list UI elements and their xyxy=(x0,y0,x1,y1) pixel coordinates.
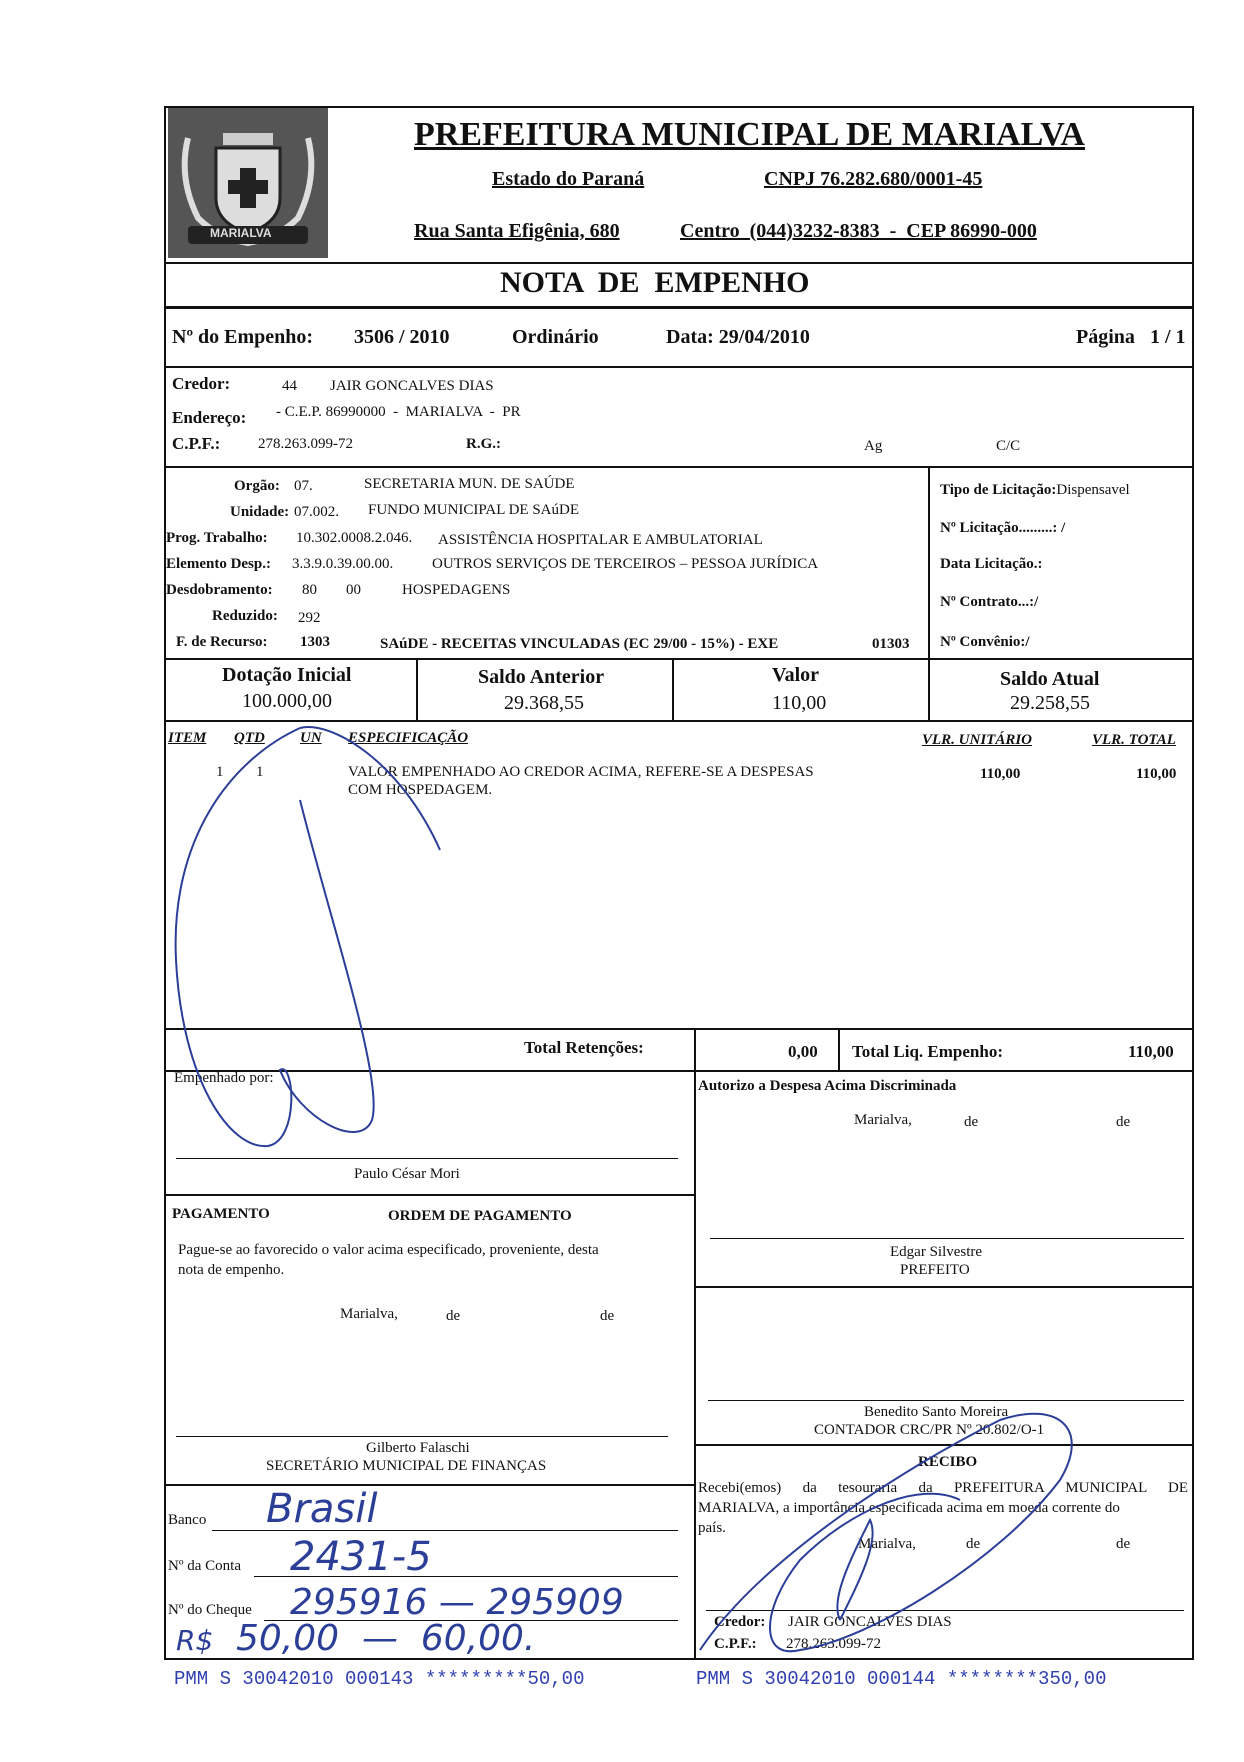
autorizo-de1: de xyxy=(964,1114,979,1130)
tipo-licitacao: Tipo de Licitação:Dispensavel xyxy=(940,482,1130,498)
empenhado-por-label: Empenhado por: xyxy=(174,1070,274,1086)
autorizo-marialva: Marialva, xyxy=(854,1112,912,1128)
contact-label: Centro (044)3232-8383 - CEP 86990-000 xyxy=(680,220,1037,242)
recibo-marialva: Marialva, xyxy=(858,1536,916,1552)
secretario-name: Gilberto Falaschi xyxy=(366,1440,470,1456)
ordem-label: ORDEM DE PAGAMENTO xyxy=(388,1208,572,1224)
pague-line1: Pague-se ao favorecido o valor acima especificado, proveniente, desta xyxy=(178,1242,599,1258)
item-spec-line1: VALOR EMPENHADO AO CREDOR ACIMA, REFERE-SE A DESPESAS xyxy=(348,764,814,780)
desdobramento-label: Desdobramento: xyxy=(166,582,273,598)
pagamento-marialva: Marialva, xyxy=(340,1306,398,1322)
saldo-atual-value: 29.258,55 xyxy=(1010,692,1090,714)
recurso-code: 1303 xyxy=(300,634,330,650)
bank-stamp-right: PMM S 30042010 000144 ********350,00 xyxy=(696,1668,1107,1690)
dotacao-value: 100.000,00 xyxy=(242,690,332,712)
elemento-code: 3.3.9.0.39.00.00. xyxy=(292,556,394,572)
page-label: Página xyxy=(1076,326,1135,348)
elemento-name: OUTROS SERVIÇOS DE TERCEIROS – PESSOA JURÍDICA xyxy=(432,556,819,572)
col-unit: VLR. UNITÁRIO xyxy=(922,732,1033,748)
item-qtd: 1 xyxy=(256,764,264,780)
cheque-label[interactable]: Nº do Cheque xyxy=(168,1602,252,1618)
orgao-label: Orgão: xyxy=(234,478,280,494)
item-unit-value: 110,00 xyxy=(980,766,1021,782)
bank-stamp-left: PMM S 30042010 000143 *********50,00 xyxy=(174,1668,585,1690)
recurso-name: SAúDE - RECEITAS VINCULADAS (EC 29/00 - 15%) - EXE xyxy=(380,636,779,652)
recibo-de2: de xyxy=(1116,1536,1131,1552)
autorizo-label: Autorizo a Despesa Acima Discriminada xyxy=(698,1078,957,1094)
ag-label: Ag xyxy=(864,438,883,454)
item-number: 1 xyxy=(216,764,224,780)
liq-label: Total Liq. Empenho: xyxy=(852,1042,1003,1061)
seal-banner: MARIALVA xyxy=(210,226,272,240)
conta-label[interactable]: Nº da Conta xyxy=(168,1558,241,1574)
col-item: ITEM xyxy=(168,730,207,746)
endereco-label: Endereço: xyxy=(172,408,247,427)
page-title: PREFEITURA MUNICIPAL DE MARIALVA xyxy=(414,116,1085,153)
rg-label: R.G.: xyxy=(466,436,501,452)
reduzido-value: 292 xyxy=(298,610,321,626)
prog-label: Prog. Trabalho: xyxy=(166,530,268,546)
unidade-label: Unidade: xyxy=(230,504,290,520)
autorizo-de2: de xyxy=(1116,1114,1131,1130)
saldo-anterior-label: Saldo Anterior xyxy=(478,666,605,688)
n-contrato: Nº Contrato...:/ xyxy=(940,594,1039,610)
empenho-value: 3506 / 2010 xyxy=(354,326,450,348)
empenho-type: Ordinário xyxy=(512,326,599,348)
state-label: Estado do Paraná xyxy=(492,168,645,190)
col-spec: ESPECIFICAÇÃO xyxy=(348,730,469,746)
saldo-anterior-value: 29.368,55 xyxy=(504,692,584,714)
valor-label: Valor xyxy=(772,664,820,686)
page-value: 1 / 1 xyxy=(1150,326,1186,348)
recibo-line1: Recebi(emos) da tesouraria da PREFEITURA MUNICIPAL DE xyxy=(698,1480,1188,1496)
valores-handwritten: 50,00 — 60,00. xyxy=(236,1618,536,1659)
cpf-value: 278.263.099-72 xyxy=(258,436,353,452)
unidade-name: FUNDO MUNICIPAL DE SAúDE xyxy=(368,502,579,518)
recibo-cpf-label: C.P.F.: xyxy=(714,1636,757,1652)
secretario-title: SECRETÁRIO MUNICIPAL DE FINANÇAS xyxy=(266,1458,547,1474)
pague-line2: nota de empenho. xyxy=(178,1262,285,1278)
recibo-credor-label: Credor: xyxy=(714,1614,766,1630)
desdobramento-code2: 00 xyxy=(346,582,361,598)
item-spec-line2: COM HOSPEDAGEM. xyxy=(348,782,493,798)
banco-handwritten: Brasil xyxy=(266,1486,378,1532)
retencoes-value: 0,00 xyxy=(788,1042,818,1061)
liq-value: 110,00 xyxy=(1128,1042,1174,1061)
recibo-de1: de xyxy=(966,1536,981,1552)
valores-prefix-handwritten: R$ xyxy=(176,1624,214,1657)
endereco-value: - C.E.P. 86990000 - MARIALVA - PR xyxy=(276,404,521,420)
item-total-value: 110,00 xyxy=(1136,766,1177,782)
recibo-title: RECIBO xyxy=(918,1454,978,1470)
col-un: UN xyxy=(300,730,322,746)
credor-label: Credor: xyxy=(172,374,231,393)
prog-code: 10.302.0008.2.046. xyxy=(296,530,413,546)
cc-label: C/C xyxy=(996,438,1021,454)
data-licitacao: Data Licitação.: xyxy=(940,556,1043,572)
recibo-credor-value: JAIR GONCALVES DIAS xyxy=(788,1614,952,1630)
address-label: Rua Santa Efigênia, 680 xyxy=(414,220,620,242)
credor-name: JAIR GONCALVES DIAS xyxy=(330,378,494,394)
recurso-code2: 01303 xyxy=(872,636,910,652)
desdobramento-code1: 80 xyxy=(302,582,317,598)
n-licitacao: Nº Licitação.........: / xyxy=(940,520,1066,536)
orgao-code: 07. xyxy=(294,478,313,494)
recibo-line3: país. xyxy=(698,1520,726,1536)
saldo-atual-label: Saldo Atual xyxy=(1000,668,1100,690)
recibo-cpf-value: 278.263.099-72 xyxy=(786,1636,881,1652)
conta-handwritten: 2431-5 xyxy=(290,1534,432,1580)
empenho-date: Data: 29/04/2010 xyxy=(666,326,810,348)
reduzido-label: Reduzido: xyxy=(212,608,278,624)
prefeito-name: Edgar Silvestre xyxy=(890,1244,983,1260)
prefeito-title: PREFEITO xyxy=(900,1262,970,1278)
prog-name: ASSISTÊNCIA HOSPITALAR E AMBULATORIAL xyxy=(438,532,763,548)
unidade-code: 07.002. xyxy=(294,504,339,520)
contador-title: CONTADOR CRC/PR Nº 20.802/O-1 xyxy=(814,1422,1045,1438)
elemento-label: Elemento Desp.: xyxy=(166,556,271,572)
retencoes-label: Total Retenções: xyxy=(524,1038,644,1057)
empenho-label: Nº do Empenho: xyxy=(172,326,314,348)
orgao-name: SECRETARIA MUN. DE SAÚDE xyxy=(364,476,575,492)
cnpj-label: CNPJ 76.282.680/0001-45 xyxy=(764,168,983,190)
col-qtd: QTD xyxy=(234,730,265,746)
desdobramento-name: HOSPEDAGENS xyxy=(402,582,511,598)
recurso-label: F. de Recurso: xyxy=(176,634,268,650)
recibo-line2: MARIALVA, a importância especificada acima em moeda corrente do xyxy=(698,1500,1120,1516)
pagamento-label: PAGAMENTO xyxy=(172,1206,270,1222)
cpf-label: C.P.F.: xyxy=(172,434,221,453)
banco-label[interactable]: Banco xyxy=(168,1512,207,1528)
credor-code: 44 xyxy=(282,378,297,394)
pagamento-de1: de xyxy=(446,1308,461,1324)
col-total: VLR. TOTAL xyxy=(1092,732,1176,748)
pagamento-de2: de xyxy=(600,1308,615,1324)
contador-name: Benedito Santo Moreira xyxy=(864,1404,1009,1420)
doc-title: NOTA DE EMPENHO xyxy=(500,266,810,299)
dotacao-label: Dotação Inicial xyxy=(222,664,352,686)
cheque-handwritten: 295916 — 295909 xyxy=(290,1582,624,1623)
n-convenio: Nº Convênio:/ xyxy=(940,634,1030,650)
valor-value: 110,00 xyxy=(772,692,827,714)
empenhado-name: Paulo César Mori xyxy=(354,1166,460,1182)
